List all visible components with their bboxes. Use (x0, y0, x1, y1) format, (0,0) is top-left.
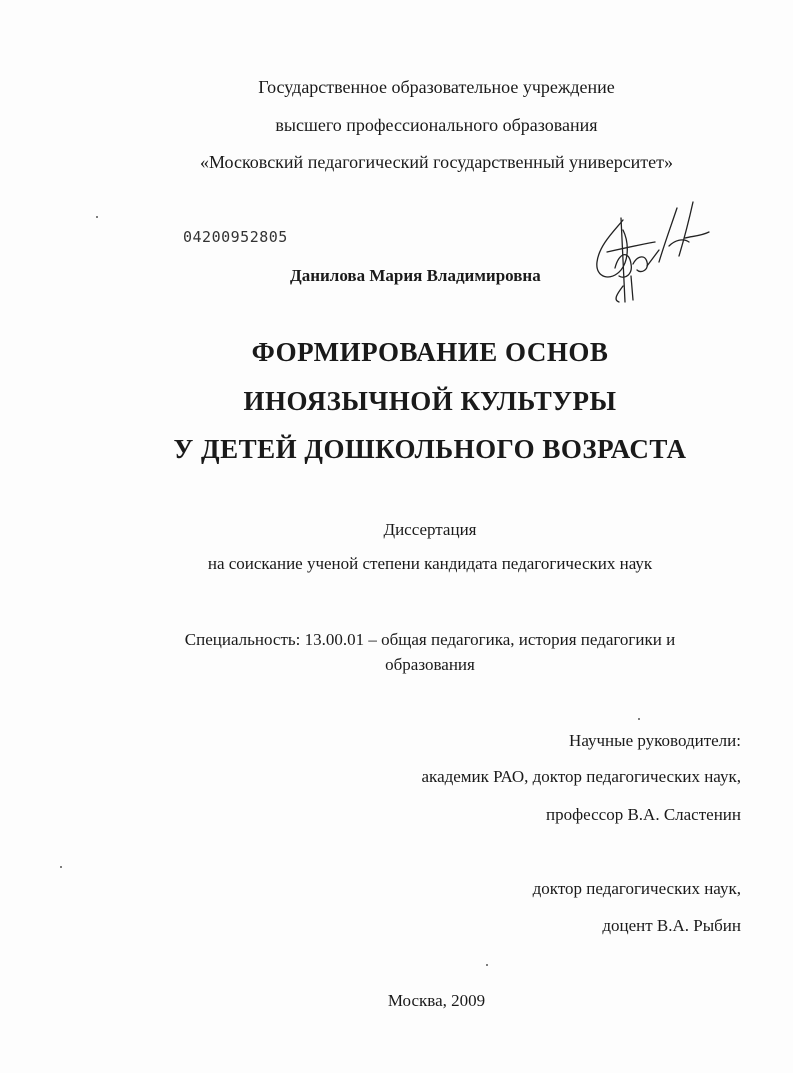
title-line-2: ИНОЯЗЫЧНОЙ КУЛЬТУРЫ (243, 386, 617, 416)
scan-speck (96, 216, 98, 218)
scan-speck (638, 718, 640, 720)
institution-line-3: «Московский педагогический государственный университет» (199, 152, 674, 172)
supervisors-heading: Научные руководители: (569, 731, 741, 750)
specialty-line-2: образования (385, 655, 475, 674)
title-line-1: ФОРМИРОВАНИЕ ОСНОВ (251, 337, 609, 367)
supervisor-2-name: доцент В.А. Рыбин (602, 916, 741, 935)
degree-statement: на соискание ученой степени кандидата педагогических наук (207, 554, 653, 573)
supervisor-1-title: академик РАО, доктор педагогических наук, (421, 767, 741, 786)
supervisor-2-title: доктор педагогических наук, (532, 879, 741, 898)
handwritten-signature (585, 190, 715, 310)
specialty-line-1: Специальность: 13.00.01 – общая педагогика, история педагогики и (184, 630, 676, 649)
scan-speck (486, 964, 488, 966)
author-name: Данилова Мария Владимировна (290, 266, 541, 285)
city-and-year: Москва, 2009 (387, 991, 486, 1010)
supervisor-1-name: профессор В.А. Сластенин (546, 805, 741, 824)
institution-line-2: высшего профессионального образования (275, 115, 598, 135)
work-type: Диссертация (383, 520, 477, 539)
institution-line-1: Государственное образовательное учреждение (258, 77, 615, 97)
library-code-number: 04200952805 (183, 228, 288, 246)
title-line-3: У ДЕТЕЙ ДОШКОЛЬНОГО ВОЗРАСТА (173, 434, 687, 464)
scan-speck (60, 866, 62, 868)
